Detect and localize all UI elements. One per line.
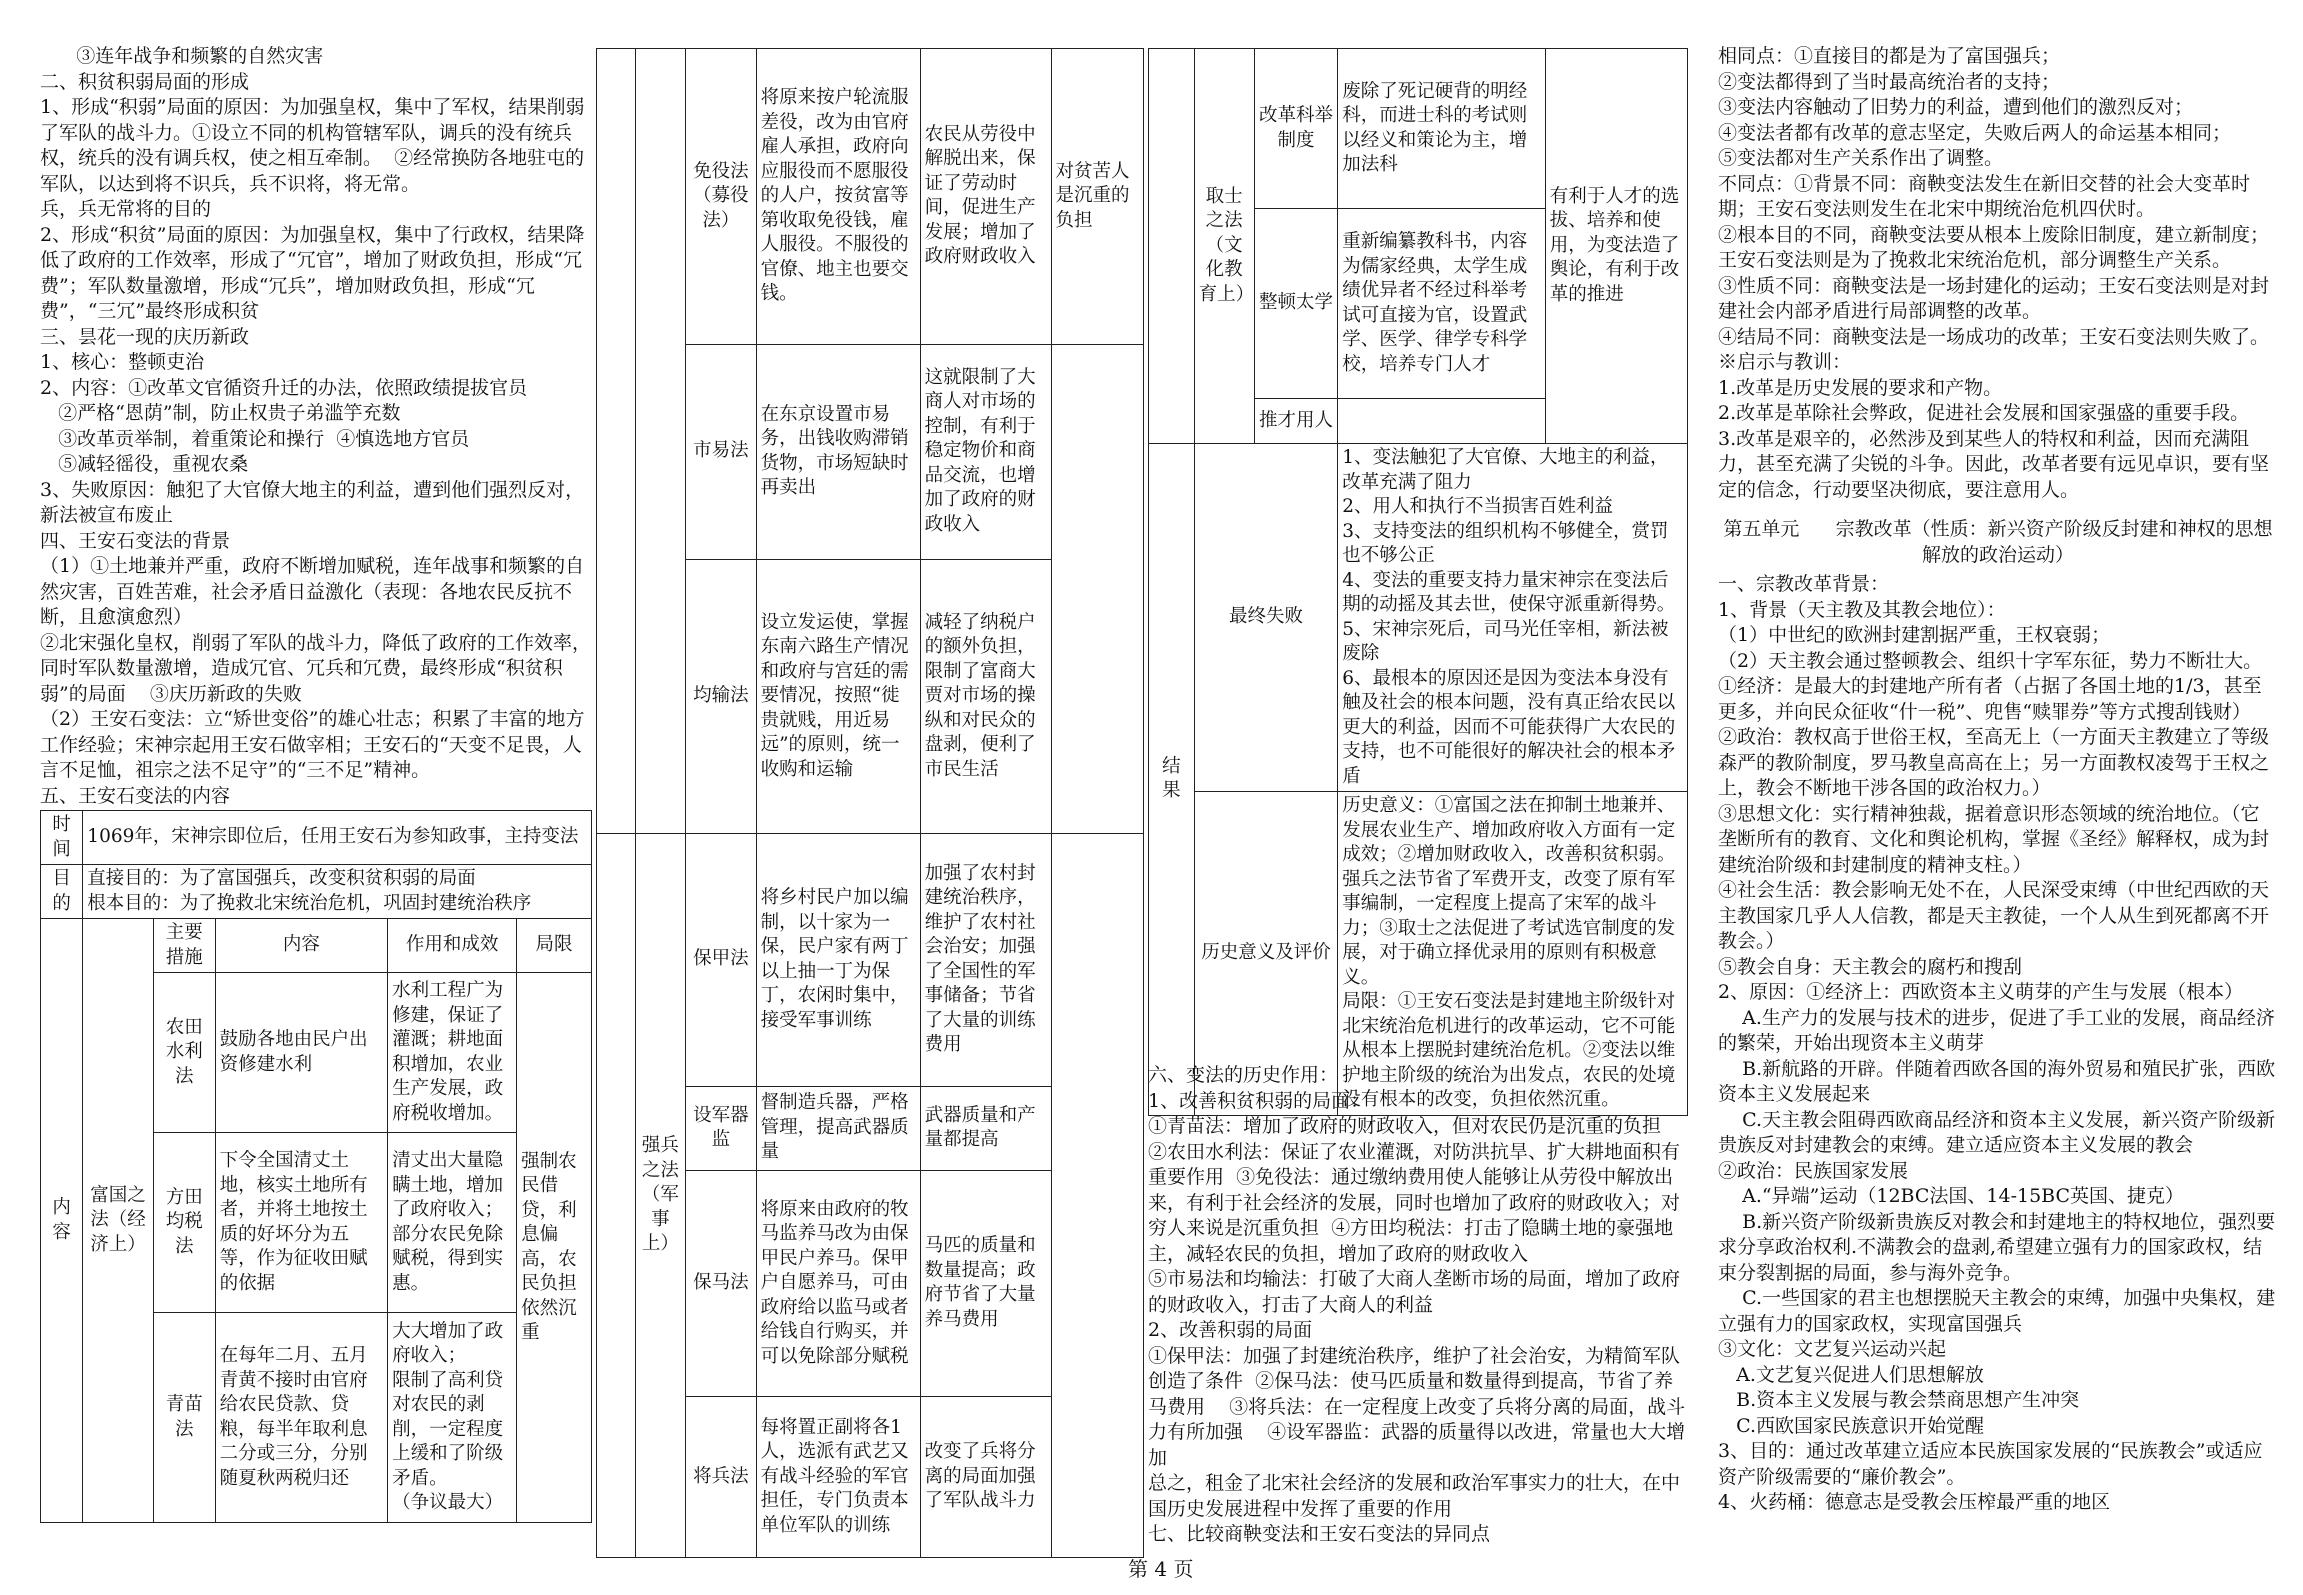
eval-text: 历史意义：①富国之法在抑制土地兼并、发展农业生产、增加政府收入方面有一定成效；②增加财政收入，改善积贫积弱。强兵之法节省了军费开支，改变了原有军事编制，一定程度上提高了宋军的战斗力；③取士之法促进了考试选官制度的发展，对于确立择优录用的原则有积极意义。 局限：①王安石变法是封建地主阶级针对北宋统治危机进行的改革运动，它不可能从根本上摆脱封建统治危机。②变法以维护地主阶级的统治为出发点，农民的处境没有根本的改变，负担依然沉重。: [1338, 792, 1688, 1116]
text-line: ②政治：民族国家发展: [1718, 1159, 1909, 1182]
measure-content: 将原来按户轮流服差役，改为由官府雇人承担，政府向应服役而不愿服役的人户，按贫富等第收取免役钱，雇人服役。不服役的官僚、地主也要交钱。: [756, 49, 920, 345]
text-line: B.新兴资产阶级新贵族反对教会和封建地主的特权地位，强烈要求分享政治权利.不满教会的盘剥,希望建立强有力的国家政权，结束分裂割据的局面，参与海外竞争。: [1718, 1210, 2276, 1284]
text-line: 3、失败原因：触犯了大官僚大地主的利益，遭到他们强烈反对，新法被宣布废止: [40, 478, 585, 526]
time-header: 时间: [41, 811, 83, 865]
text-line: （2）王安石变法：立“矫世变俗”的雄心壮志；积累了丰富的地方工作经验；宋神宗起用王安石做宰相；王安石的“天变不足畏，人言不足恤，祖宗之法不足守”的“三不足”精神。: [40, 708, 585, 781]
text-line: （2）天主教会通过整顿教会、组织十字军东征，势力不断壮大。: [1718, 649, 2263, 672]
measure-name: 推才用人: [1254, 399, 1338, 444]
measure-name: 保甲法: [686, 833, 756, 1086]
text-line: 2、原因：①经济上：西欧资本主义萌芽的产生与发展（根本）: [1718, 981, 2244, 1003]
measure-content: 将乡村民户加以编制，以十家为一保，民户家有两丁以上抽一丁为保丁，农闲时集中，接受军事训练: [756, 833, 920, 1086]
text-line: C.西欧国家民族意识开始觉醒: [1718, 1414, 1985, 1437]
header-effect: 作用和成效: [388, 919, 517, 973]
text-line: ※启示与教训：: [1718, 351, 1852, 373]
text-line: 2.改革是革除社会弊政，促进社会发展和国家强盛的重要手段。: [1718, 402, 2250, 424]
text-line: ③性质不同：商鞅变法是一场封建化的运动；王安石变法则是对封建社会内部矛盾进行局部调整的改革。: [1718, 274, 2270, 322]
text-line: 1、形成“积弱”局面的原因：为加强皇权，集中了军权，结果削弱了军队的战斗力。①设立不同的机构管辖军队，调兵的没有统兵权，统兵的没有调兵权，使之相互牵制。 ②经常换防各地驻屯的军队，以达到将不识兵，兵不识将，将无常。: [40, 96, 585, 195]
text-line: A.“异端”运动（12BC法国、14-15BC英国、捷克）: [1718, 1185, 2185, 1207]
measure-name: 将兵法: [686, 1396, 756, 1557]
purpose-value: 直接目的：为了富国强兵，改变积贫积弱的局面 根本目的：为了挽救北宋统治危机，巩固封建统治秩序: [83, 865, 592, 919]
text-line: ②严格“恩荫”制，防止权贵子弟滥竽充数: [40, 402, 401, 424]
text-line: ③连年战争和频繁的自然灾害: [40, 45, 324, 67]
text-line: ④社会生活：教会影响无处不在，人民深受束缚（中世纪西欧的天主教国家几乎人人信教，都是天主教徒，一个人从生到死都离不开教会。）: [1718, 879, 2270, 952]
text-line: B.资本主义发展与教会禁商思想产生冲突: [1718, 1389, 2080, 1411]
measure-content: 督制造兵器，严格管理，提高武器质量: [756, 1086, 920, 1170]
text-line: 3.改革是艰辛的，必然涉及到某些人的特权和利益，因而充满阻力，甚至充满了尖锐的斗争。因此，改革者要有远见卓识，要有坚定的信念，行动要坚决彻底，要注意用人。: [1718, 427, 2270, 501]
text-line: ③文化：文艺复兴运动兴起: [1718, 1338, 1947, 1360]
measure-effect: 加强了农村封建统治秩序，维护了农村社会治安；加强了全国性的军事储备；节省了大量的训练费用: [920, 833, 1051, 1086]
text-line: ①保甲法：加强了封建统治秩序，维护了社会治安，为精简军队创造了条件 ②保马法：使马匹质量和数量得到提高，节省了养马费用 ③将兵法：在一定程度上改变了兵将分离的局面，战斗力有所加强 ④设军器监：武器的质量得以改进，常量也大大增加: [1148, 1344, 1686, 1469]
text-line: 2、内容：①改革文官循资升迁的办法，依照政绩提拔官员: [40, 376, 528, 399]
blank-cell: [1149, 49, 1195, 444]
text-line: C.一些国家的君主也想摆脱天主教会的束缚，加强中央集权，建立强有力的国家政权，实现富国强兵: [1718, 1287, 2276, 1335]
text-line: ①经济：是最大的封建地产所有者（占据了各国土地的1/3，甚至更多，并向民众征收“什一税”、兜售“赎罪券”等方式搜刮钱财）: [1718, 675, 2262, 723]
blank-cell: [635, 49, 686, 834]
unit-title: 第五单元 宗教改革（性质：新兴资产阶级反封建和神权的思想解放的政治运动）: [1723, 518, 2273, 566]
measure-effect: 水利工程广为修建，保证了灌溉；耕地面积增加，农业生产发展，政府税收增加。: [388, 973, 517, 1133]
measure-effect: 清丈出大量隐瞒土地，增加了政府收入；部分农民免除赋税，得到实惠。: [388, 1133, 517, 1313]
measure-content: 将原来由政府的牧马监养马改为由保甲民户养马。保甲户自愿养马，可由政府给以监马或者给钱自行购买，并可以免除部分赋税: [756, 1170, 920, 1396]
text-line: ③变法内容触动了旧势力的利益，遭到他们的激烈反对；: [1718, 96, 2194, 118]
measure-content: [1338, 399, 1546, 444]
text-line: 1、改善积贫积弱的局面：: [1148, 1089, 1370, 1112]
text-line: ⑤市易法和均输法：打破了大商人垄断市场的局面，增加了政府的财政收入，打击了大商人的利益: [1148, 1268, 1681, 1316]
text-line: 七、比较商鞅变法和王安石变法的异同点: [1148, 1523, 1491, 1545]
content-label: 内容: [41, 919, 83, 1523]
text-line: 2、改善积弱的局面: [1148, 1319, 1313, 1341]
reform-table-part1: [40, 810, 592, 1523]
blank-cell: [597, 833, 636, 1557]
text-line: ③改革贡举制，着重策论和操行 ④慎选地方官员: [40, 427, 470, 450]
text-line: 四、王安石变法的背景: [40, 529, 231, 552]
column-4: [1718, 44, 2278, 1516]
measure-effect: 大大增加了政府收入； 限制了高利贷对农民的剥削，一定程度上缓和了阶级矛盾。 （争议最大）: [388, 1313, 517, 1523]
measure-name: 均输法: [686, 559, 756, 833]
measure-effect: 马匹的质量和数量提高；政府节省了大量养马费用: [920, 1170, 1051, 1396]
fail-label: 最终失败: [1194, 444, 1338, 792]
text-line: ⑤教会自身：天主教会的腐朽和搜刮: [1718, 955, 2023, 978]
measure-content: 重新编纂教科书，内容为儒家经典，太学生成绩优异者不经过科举考试可直接为官，设置武学、医学、律学专科学校，培养专门人才: [1338, 209, 1546, 399]
text-line: 兵，兵无常将的目的: [40, 198, 212, 220]
measure-effect: 农民从劳役中解脱出来，保证了劳动时间，促进生产发展；增加了政府财政收入: [920, 49, 1051, 345]
measure-name: 市易法: [686, 344, 756, 559]
measure-limit: 对贫苦人是沉重的负担: [1051, 49, 1143, 345]
measure-effect: 改变了兵将分离的局面加强了军队战斗力: [920, 1396, 1051, 1557]
text-line: ④变法者都有改革的意志坚定，失败后两人的命运基本相同；: [1718, 121, 2232, 144]
text-line: 4、火药桶：德意志是受教会压榨最严重的地区: [1718, 1491, 2111, 1513]
measure-content: 鼓励各地由民户出资修建水利: [215, 973, 387, 1133]
text-line: 相同点：①直接目的都是为了富国强兵；: [1718, 45, 2061, 67]
text-line: （1）①土地兼并严重，政府不断增加赋税，连年战事和频繁的自然灾害，百姓苦难，社会矛盾日益激化（表现：各地农民反抗不断，且愈演愈烈）: [40, 555, 585, 628]
measure-name: 保马法: [686, 1170, 756, 1396]
text-line: ②政治：教权高于世俗王权，至高无上（一方面天主教建立了等级森严的教阶制度，罗马教皇高高在上；另一方面教权凌驾于王权之上，教会不断地干涉各国的政治权力。）: [1718, 726, 2270, 799]
measure-name: 农田水利法: [153, 973, 215, 1133]
measure-name: 青苗法: [153, 1313, 215, 1523]
reform-table-part3: [1148, 48, 1688, 1116]
text-line: ⑤变法都对生产关系作出了调整。: [1718, 147, 2004, 169]
measure-content: 在东京设置市易务，出钱收购滞销货物，市场短缺时再卖出: [756, 344, 920, 559]
measure-name: 设军器监: [686, 1086, 756, 1170]
measure-limit: 强制农民借贷，利息偏高，农民负担依然沉重: [517, 973, 592, 1523]
text-line: ⑤减轻徭役，重视农桑: [40, 453, 249, 475]
blank-cell: [597, 49, 636, 834]
reformation-section: [1718, 572, 2278, 1516]
measure-content: 废除了死记硬背的明经科，而进士科的考试则以经义和策论为主，增加法科: [1338, 49, 1546, 209]
measure-name: 免役法（募役法）: [686, 49, 756, 345]
text-line: 总之，租金了北宋社会经济的发展和政治军事实力的壮大，在中国历史发展进程中发挥了重要的作用: [1148, 1472, 1681, 1520]
text-line: ②根本目的不同，商鞅变法要从根本上废除旧制度，建立新制度；王安石变法则是为了挽救北宋统治危机，部分调整生产关系。: [1718, 223, 2270, 271]
column-1: [40, 44, 595, 809]
measure-content: 每将置正副将各1人，选派有武艺又有战斗经验的军官担任，专门负责本单位军队的训练: [756, 1396, 920, 1557]
text-line: （1）中世纪的欧洲封建割据严重，王权衰弱；: [1718, 624, 2111, 646]
purpose-header: 目的: [41, 865, 83, 919]
text-line: 二、积贫积弱局面的形成: [40, 70, 250, 93]
comparison-section: [1718, 44, 2278, 503]
text-line: ③思想文化：实行精神独裁，据着意识形态领域的统治地位。（它垄断所有的教育、文化和舆论机构，掌握《圣经》解释权，成为封建统治阶级和封建制度的精神支柱。）: [1718, 802, 2270, 876]
blank-cell: [1051, 833, 1143, 1557]
measure-content: 设立发运使，掌握东南六路生产情况和政府与宫廷的需要情况，按照“徙贵就贱，用近易远”的原则，统一收购和运输: [756, 559, 920, 833]
text-line: ②北宋强化皇权，削弱了军队的战斗力，降低了政府的工作效率，同时军队数量激增，造成冗官、冗兵和冗费，最终形成“积贫积弱”的局面 ③庆历新政的失败: [40, 631, 592, 705]
text-line: C.天主教会阻碍西欧商品经济和资本主义发展，新兴资产阶级新贵族反对封建教会的束缚。建立适应资本主义发展的教会: [1718, 1108, 2276, 1156]
historical-impact-section: [1148, 1063, 1688, 1548]
text-line: 五、王安石变法的内容: [40, 784, 231, 807]
header-content: 内容: [215, 919, 387, 973]
time-value: 1069年，宋神宗即位后，任用王安石为参知政事，主持变法: [83, 811, 592, 865]
text-line: 1、核心：整顿吏治: [40, 351, 205, 373]
measure-name: 整顿太学: [1254, 209, 1338, 399]
measure-name: 方田均税法: [153, 1133, 215, 1313]
result-label: 结果: [1149, 444, 1195, 1116]
measure-name: 改革科举制度: [1254, 49, 1338, 209]
text-line: 三、昙花一现的庆历新政: [40, 325, 250, 348]
army-group-label: 强兵之法（军事上）: [635, 833, 686, 1557]
text-line: ④结局不同：商鞅变法是一场成功的改革；王安石变法则失败了。: [1718, 325, 2270, 348]
wealth-group-label: 富国之法（经济上）: [83, 919, 154, 1523]
measure-effect: 减轻了纳税户的额外负担，限制了富商大贾对市场的操纵和对民众的盘剥，便利了市民生活: [920, 559, 1051, 833]
measure-content: 在每年二月、五月青黄不接时由官府给农民贷款、贷粮，每半年取利息二分或三分，分别随夏秋两税归还: [215, 1313, 387, 1523]
reform-table-part2: [596, 48, 1144, 1558]
page-footer: 第 4 页: [1128, 1557, 1194, 1581]
measure-effect: 有利于人才的选拔、培养和使用，为变法造了舆论，有利于改革的推进: [1545, 49, 1687, 444]
text-line: 2、形成“积贫”局面的原因：为加强皇权，集中了行政权，结果降低了政府的工作效率，形成了“冗官”，增加了财政负担，形成“冗费”；军队数量激增，形成“冗兵”，增加财政负担，形成“冗费”，“三冗”最终形成积贫: [40, 223, 585, 322]
measure-effect: 武器质量和产量都提高: [920, 1086, 1051, 1170]
text-line: 1.改革是历史发展的要求和产物。: [1718, 376, 2003, 399]
text-line: B.新航路的开辟。伴随着西欧各国的海外贸易和殖民扩张，西欧资本主义发展起来: [1718, 1057, 2276, 1105]
header-measure: 主要措施: [153, 919, 215, 973]
text-line: 3、目的：通过改革建立适应本民族国家发展的“民族教会”或适应资产阶级需要的“廉价教会”。: [1718, 1440, 2263, 1488]
text-line: ①青苗法：增加了政府的财政收入，但对农民仍是沉重的负担: [1148, 1115, 1662, 1137]
measure-content: 下令全国清丈土地，核实土地所有者，并将土地按土质的好坏分为五等，作为征收田赋的依据: [215, 1133, 387, 1313]
text-line: 1、背景（天主教及其教会地位）：: [1718, 598, 2006, 621]
text-line: A.生产力的发展与技术的进步，促进了手工业的发展，商品经济的繁荣，开始出现资本主义萌芽: [1718, 1006, 2275, 1054]
text-line: 不同点：①背景不同：商鞅变法发生在新旧交替的社会大变革时期；王安石变法则发生在北宋中期统治危机四伏时。: [1718, 172, 2251, 220]
text-line: ②变法都得到了当时最高统治者的支持；: [1718, 70, 2061, 93]
exam-group-label: 取士之法（文化教育上）: [1194, 49, 1254, 444]
measure-effect: 这就限制了大商人对市场的控制，有利于稳定物价和商品交流，也增加了政府的财政收入: [920, 344, 1051, 559]
text-line: 一、宗教改革背景：: [1718, 573, 1890, 595]
fail-text: 1、变法触犯了大官僚、大地主的利益，改革充满了阻力 2、用人和执行不当损害百姓利益 3、支持变法的组织机构不够健全，赏罚也不够公正 4、变法的重要支持力量宋神宗在变法后期的动摇及其去世，使保守派重新得势。 5、宋神宗死后，司马光任宰相，新法被废除 6、最根本的原因还是因为变法本身没有触及社会的根本问题，没有真正给农民以更大的利益，因而不可能获得广大农民的支持，也不可能很好的解决社会的根本矛盾: [1338, 444, 1688, 792]
header-limit: 局限: [517, 919, 592, 973]
text-line: ②农田水利法：保证了农业灌溉，对防洪抗旱、扩大耕地面积有重要作用 ③免役法：通过缴纳费用使人能够让从劳役中解放出来，有利于社会经济的发展，同时也增加了政府的财政收入；对穷人来说是沉重负担 ④方田均税法：打击了隐瞒土地的豪强地主，减轻农民的负担，增加了政府的财政收入: [1148, 1140, 1681, 1265]
eval-label: 历史意义及评价: [1194, 792, 1338, 1116]
text-line: 六、变法的历史作用：: [1148, 1064, 1339, 1086]
blank-cell: [1051, 344, 1143, 833]
text-line: A.文艺复兴促进人们思想解放: [1718, 1363, 1984, 1386]
